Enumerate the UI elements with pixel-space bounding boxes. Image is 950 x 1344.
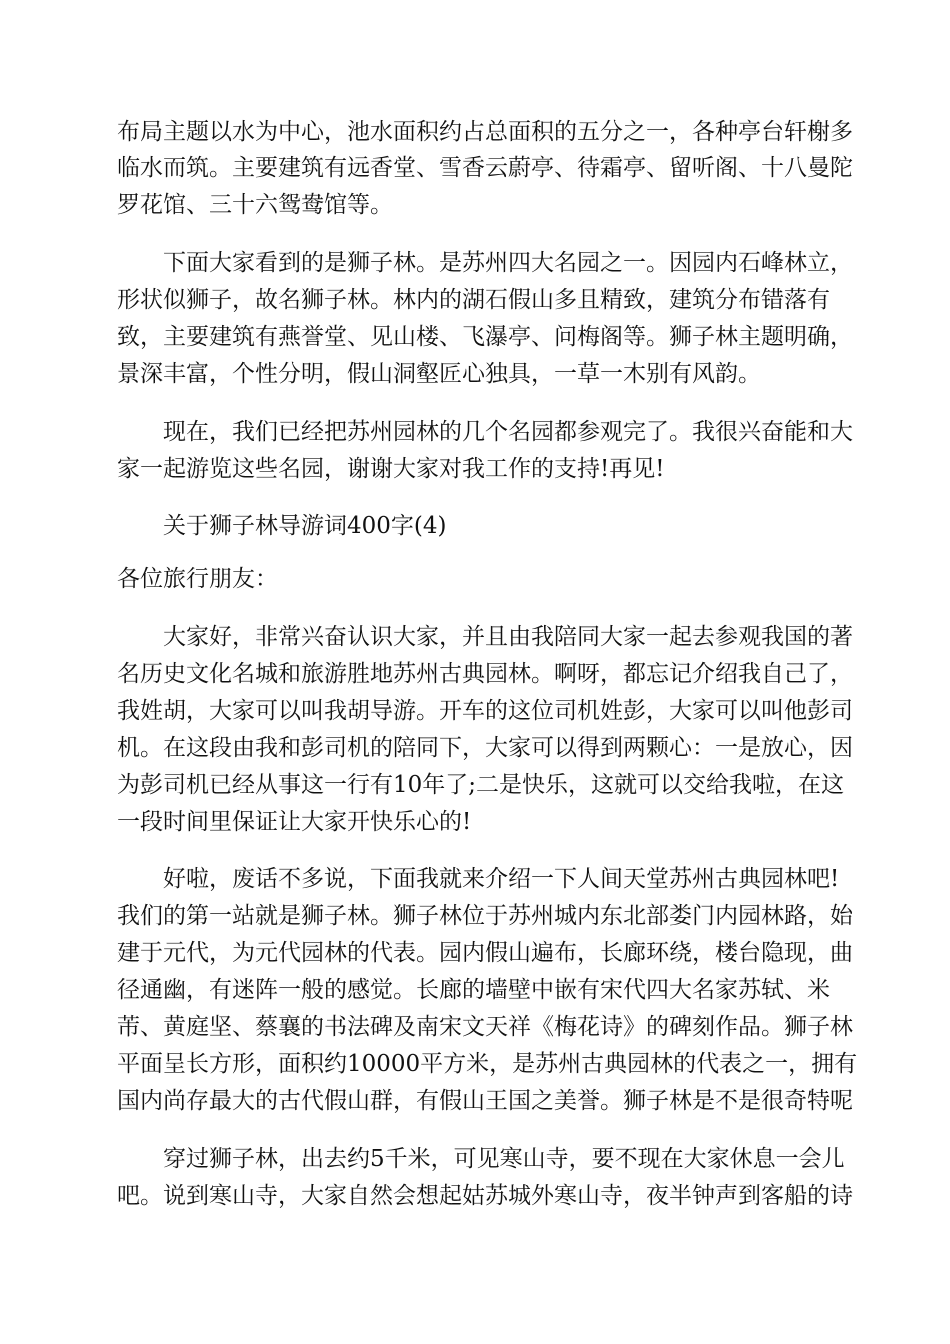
text-line: 径通幽，有迷阵一般的感觉。长廊的墙壁中嵌有宋代四大名家苏轼、米 [117,977,830,1003]
text-line: 我们的第一站就是狮子林。狮子林位于苏州城内东北部娄门内园林路，始 [117,903,853,929]
section-heading: 关于狮子林导游词400字(4) [163,513,447,539]
text-line: 一段时间里保证让大家开快乐心的! [117,809,472,835]
text-line: 国内尚存最大的古代假山群，有假山王国之美誉。狮子林是不是很奇特呢 [117,1088,853,1114]
text-line: 罗花馆、三十六鸳鸯馆等。 [117,192,393,218]
text-line: 大家好，非常兴奋认识大家，并且由我陪同大家一起去参观我国的著 [163,624,853,650]
text-line: 好啦，废话不多说，下面我就来介绍一下人间天堂苏州古典园林吧! [163,866,840,892]
text-line: 名历史文化名城和旅游胜地苏州古典园林。啊呀，都忘记介绍我自己了， [117,661,853,687]
text-line: 形状似狮子，故名狮子林。林内的湖石假山多且精致，建筑分布错落有 [117,287,830,313]
text-line: 景深丰富，个性分明，假山洞壑匠心独具，一草一木别有风韵。 [117,361,761,387]
greeting-line: 各位旅行朋友： [117,566,278,592]
text-line: 吧。说到寒山寺，大家自然会想起姑苏城外寒山寺，夜半钟声到客船的诗 [117,1183,853,1209]
text-line: 我姓胡，大家可以叫我胡导游。开车的这位司机姓彭，大家可以叫他彭司 [117,698,853,724]
text-line: 建于元代，为元代园林的代表。园内假山遍布，长廊环绕，楼台隐现，曲 [117,940,853,966]
text-line: 致，主要建筑有燕誉堂、见山楼、飞瀑亭、问梅阁等。狮子林主题明确， [117,324,853,350]
text-line: 现在，我们已经把苏州园林的几个名园都参观完了。我很兴奋能和大 [163,419,853,445]
text-line: 机。在这段由我和彭司机的陪同下，大家可以得到两颗心：一是放心，因 [117,735,853,761]
text-line: 为彭司机已经从事这一行有10年了;二是快乐，这就可以交给我啦，在这 [117,772,845,798]
text-line: 穿过狮子林，出去约5千米，可见寒山寺，要不现在大家休息一会儿 [163,1146,845,1172]
text-line: 布局主题以水为中心，池水面积约占总面积的五分之一，各种亭台轩榭多 [117,119,853,145]
text-line: 芾、黄庭坚、蔡襄的书法碑及南宋文天祥《梅花诗》的碑刻作品。狮子林 [117,1014,853,1040]
text-line: 临水而筑。主要建筑有远香堂、雪香云蔚亭、待霜亭、留听阁、十八曼陀 [117,155,853,181]
text-line: 平面呈长方形，面积约10000平方米，是苏州古典园林的代表之一，拥有 [117,1051,858,1077]
text-line: 下面大家看到的是狮子林。是苏州四大名园之一。因园内石峰林立， [163,250,853,276]
text-line: 家一起游览这些名园，谢谢大家对我工作的支持!再见! [117,456,665,482]
